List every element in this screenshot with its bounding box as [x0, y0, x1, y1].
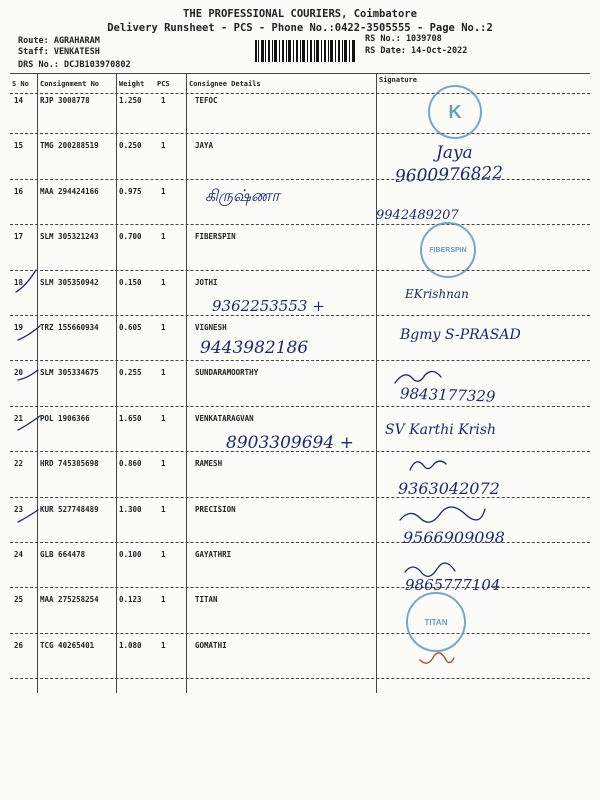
handwritten-phone: 9362253553 +	[212, 297, 325, 315]
row-consignment-no: MAA 294424166	[40, 187, 99, 196]
row-weight: 0.100	[119, 550, 142, 559]
rs-date: RS Date: 14-Oct-2022	[365, 46, 468, 56]
row-sno: 15	[14, 141, 24, 150]
handwritten-phone: 9443982186	[200, 338, 309, 358]
row-consignment-no: RJP 3008778	[40, 96, 90, 105]
row-consignee: PRECISION	[195, 505, 236, 514]
row-weight: 1.250	[119, 96, 142, 105]
row-consignment-no: SLM 305334675	[40, 368, 99, 377]
row-weight: 1.080	[119, 641, 142, 650]
handwritten-tamil-name: கிருஷ்ணா	[205, 186, 280, 205]
row-sno: 16	[14, 187, 24, 196]
row-pcs: 1	[161, 459, 166, 468]
row-weight: 0.860	[119, 459, 142, 468]
handwritten-phone: 9843177329	[399, 384, 496, 406]
row-weight: 1.300	[119, 505, 142, 514]
handwritten-signature: SV Karthi Krish	[385, 422, 497, 438]
row-sno: 25	[14, 595, 24, 604]
row-pcs: 1	[161, 278, 166, 287]
row-weight: 0.150	[119, 278, 142, 287]
row-weight: 0.700	[119, 232, 142, 241]
row-consignee: GAYATHRI	[195, 550, 232, 559]
row-pcs: 1	[161, 414, 166, 423]
handwritten-phone: 8903309694 +	[226, 433, 354, 453]
row-pcs: 1	[161, 550, 166, 559]
company-stamp: FIBERSPIN	[420, 222, 476, 278]
handwritten-phone: 9865777104	[405, 576, 501, 594]
col-header-sno: S No	[12, 80, 29, 88]
row-weight: 1.650	[119, 414, 142, 423]
row-consignee: VIGNESH	[195, 323, 227, 332]
row-consignee: VENKATARAGVAN	[195, 414, 254, 423]
handwritten-phone: 9942489207	[376, 208, 459, 223]
row-consignment-no: SLM 305321243	[40, 232, 99, 241]
document-title: THE PROFESSIONAL COURIERS, Coimbatore	[183, 8, 417, 20]
row-weight: 0.605	[119, 323, 142, 332]
row-consignee: TEFOC	[195, 96, 218, 105]
row-consignee: JOTHI	[195, 278, 218, 287]
row-sno: 18	[14, 278, 24, 287]
row-pcs: 1	[161, 96, 166, 105]
handwritten-phone: 9363042072	[398, 479, 500, 498]
row-consignee: RAMESH	[195, 459, 223, 468]
handwritten-phone: 9600976822	[394, 163, 504, 187]
handwritten-signature: Bgmy S-PRASAD	[400, 327, 521, 343]
row-consignment-no: SLM 305350942	[40, 278, 99, 287]
row-consignment-no: TMG 200288519	[40, 141, 99, 150]
document-subtitle: Delivery Runsheet - PCS - Phone No.:0422-3505555 - Page No.:2	[107, 22, 493, 34]
row-sno: 26	[14, 641, 24, 650]
row-pcs: 1	[161, 323, 166, 332]
drs-number: DRS No.: DCJB103970802	[18, 60, 131, 70]
row-sno: 23	[14, 505, 24, 514]
row-sno: 19	[14, 323, 24, 332]
handwritten-signature: EKrishnan	[405, 287, 469, 301]
row-pcs: 1	[161, 232, 166, 241]
col-header-weight: Weight	[119, 80, 145, 88]
staff-label: Staff: VENKATESH	[18, 47, 100, 57]
route-label: Route: AGRAHARAM	[18, 36, 100, 46]
row-consignment-no: TCG 40265401	[40, 641, 95, 650]
col-header-consignment: Consignment No	[40, 80, 100, 88]
row-pcs: 1	[161, 187, 166, 196]
row-pcs: 1	[161, 505, 166, 514]
row-sno: 14	[14, 96, 24, 105]
row-pcs: 1	[161, 595, 166, 604]
row-consignment-no: HRD 745385698	[40, 459, 99, 468]
company-stamp: K	[428, 85, 482, 139]
col-header-pcs: PCS	[157, 80, 170, 88]
row-consignment-no: TRZ 155660934	[40, 323, 99, 332]
row-consignment-no: POL 1906366	[40, 414, 90, 423]
row-consignment-no: KUR 527748489	[40, 505, 99, 514]
row-weight: 0.975	[119, 187, 142, 196]
row-consignee: JAYA	[195, 141, 214, 150]
row-consignment-no: GLB 664478	[40, 550, 86, 559]
row-sno: 17	[14, 232, 24, 241]
row-sno: 21	[14, 414, 24, 423]
row-pcs: 1	[161, 141, 166, 150]
handwritten-phone: 9566909098	[403, 528, 505, 547]
row-consignee: FIBERSPIN	[195, 232, 236, 241]
row-sno: 24	[14, 550, 24, 559]
rs-number: RS No.: 1039708	[365, 34, 442, 44]
row-pcs: 1	[161, 641, 166, 650]
row-consignee: TITAN	[195, 595, 218, 604]
row-weight: 0.250	[119, 141, 142, 150]
row-consignee: SUNDARAMOORTHY	[195, 368, 259, 377]
row-sno: 22	[14, 459, 24, 468]
row-sno: 20	[14, 368, 24, 377]
col-header-consignee: Consignee Details	[189, 80, 261, 88]
handwritten-name: Jaya	[436, 143, 473, 163]
row-weight: 0.255	[119, 368, 142, 377]
row-consignment-no: MAA 275258254	[40, 595, 99, 604]
col-header-signature: Signature	[379, 76, 417, 84]
row-consignee: GOMATHI	[195, 641, 227, 650]
row-pcs: 1	[161, 368, 166, 377]
company-stamp: TITAN	[406, 592, 466, 652]
row-weight: 0.123	[119, 595, 142, 604]
